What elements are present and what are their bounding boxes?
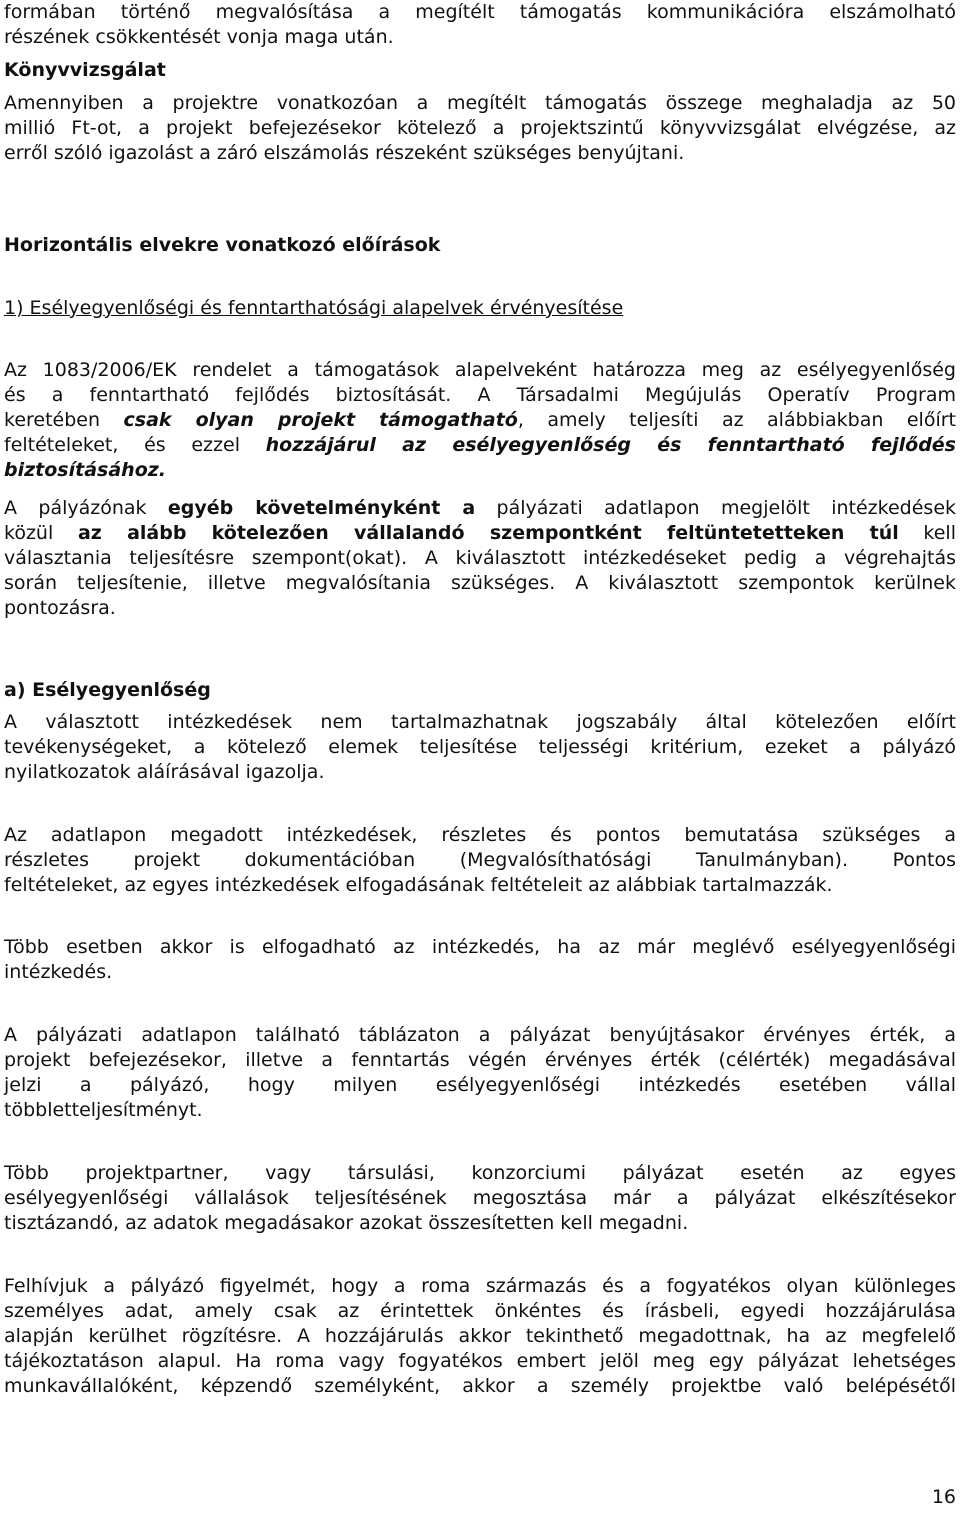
text-line: biztosításához. <box>4 459 167 481</box>
text-line: tájékoztatáson alapul. Ha roma vagy fogyatékos embert jelöl meg egy pályázat lehetséges <box>4 1350 956 1372</box>
text-line: részletes projekt dokumentációban (Megvalósíthatósági Tanulmányban). Pontos <box>4 849 956 871</box>
text-line <box>4 521 956 546</box>
subsection-heading: a) Esélyegyenlőség <box>4 679 211 701</box>
section-heading: Könyvvizsgálat <box>4 59 166 81</box>
text-line: Több projektpartner, vagy társulási, konzorciumi pályázat esetén az egyes <box>4 1162 956 1184</box>
emphasis-run: csak olyan projekt támogatható <box>123 409 518 431</box>
text-line: során teljesítenie, illetve megvalósítania szükséges. A kiválasztott szempontok kerülnek <box>4 572 956 594</box>
text-line: Felhívjuk a pályázó figyelmét, hogy a roma származás és a fogyatékos olyan különleges <box>4 1275 956 1297</box>
bold-run: az alább kötelezően vállalandó szempontként feltüntetetteken túl <box>77 522 899 544</box>
text-run: feltételeket, és ezzel <box>4 434 266 456</box>
text-line <box>4 433 956 458</box>
text-line: választania teljesítésre szempont(okat). A kiválasztott intézkedéseket pedig a végrehajtás <box>4 547 956 569</box>
text-run: kell <box>898 522 956 544</box>
text-line: tisztázandó, az adatok megadásakor azokat összesítetten kell megadni. <box>4 1212 689 1234</box>
text-run: pályázati adatlapon megjelölt intézkedések <box>475 497 957 519</box>
text-line: többletteljesítményt. <box>4 1099 203 1121</box>
text-line: nyilatkozatok aláírásával igazolja. <box>4 761 325 783</box>
text-line: Az adatlapon megadott intézkedések, részletes és pontos bemutatása szükséges a <box>4 824 956 846</box>
text-line: tevékenységeket, a kötelező elemek teljesítése teljességi kritérium, ezeket a pályázó <box>4 736 956 758</box>
text-line <box>4 408 956 433</box>
section-heading: Horizontális elvekre vonatkozó előírások <box>4 234 441 256</box>
text-run: A pályázónak <box>4 497 168 519</box>
text-line: Több esetben akkor is elfogadható az intézkedés, ha az már meglévő esélyegyenlőségi <box>4 936 956 958</box>
text-line: pontozásra. <box>4 597 116 619</box>
text-line: személyes adat, amely csak az érintettek önkéntes és írásbeli, egyedi hozzájárulása <box>4 1300 956 1322</box>
text-run: , amely teljesíti az alábbiakban előírt <box>517 409 956 431</box>
text-run: keretében <box>4 409 124 431</box>
text-line: Amennyiben a projektre vonatkozóan a megítélt támogatás összege meghaladja az 50 <box>4 92 956 114</box>
text-line: A választott intézkedések nem tartalmazhatnak jogszabály által kötelezően előírt <box>4 711 956 733</box>
text-line: A pályázati adatlapon található táblázaton a pályázat benyújtásakor érvényes érték, a <box>4 1024 956 1046</box>
bold-run: egyéb követelményként a <box>167 497 476 519</box>
text-line: és a fenntartható fejlődés biztosítását. A Társadalmi Megújulás Operatív Program <box>4 384 956 406</box>
text-line: esélyegyenlőségi vállalások teljesítésének megosztása már a pályázat elkészítésekor <box>4 1187 956 1209</box>
text-line: részének csökkentését vonja maga után. <box>4 26 394 48</box>
subsection-heading: 1) Esélyegyenlőségi és fenntarthatósági alapelvek érvényesítése <box>4 297 624 319</box>
text-line: Az 1083/2006/EK rendelet a támogatások alapelveként határozza meg az esélyegyenlőség <box>4 359 956 381</box>
text-line: jelzi a pályázó, hogy milyen esélyegyenlőségi intézkedés esetében vállal <box>4 1074 956 1096</box>
text-line: alapján kerülhet rögzítésre. A hozzájárulás akkor tekinthető megadottnak, ha az megfelelő <box>4 1325 956 1347</box>
text-line: feltételeket, az egyes intézkedések elfogadásának feltételeit az alábbiak tartalmazzák. <box>4 874 833 896</box>
text-line: projekt befejezésekor, illetve a fenntartás végén érvényes érték (célérték) megadásával <box>4 1049 956 1071</box>
text-line: millió Ft-ot, a projekt befejezésekor kötelező a projektszintű könyvvizsgálat elvégzése, az <box>4 117 956 139</box>
text-line: erről szóló igazolást a záró elszámolás részeként szükséges benyújtani. <box>4 142 685 164</box>
page-number: 16 <box>931 1486 956 1508</box>
text-line: formában történő megvalósítása a megítélt támogatás kommunikációra elszámolható <box>4 1 956 23</box>
emphasis-run: hozzájárul az esélyegyenlőség és fenntartható fejlődés <box>265 434 956 456</box>
text-line <box>4 496 956 521</box>
text-run: közül <box>4 522 78 544</box>
text-line: intézkedés. <box>4 961 113 983</box>
text-line: munkavállalóként, képzendő személyként, akkor a személy projektbe való belépésétől <box>4 1375 956 1397</box>
